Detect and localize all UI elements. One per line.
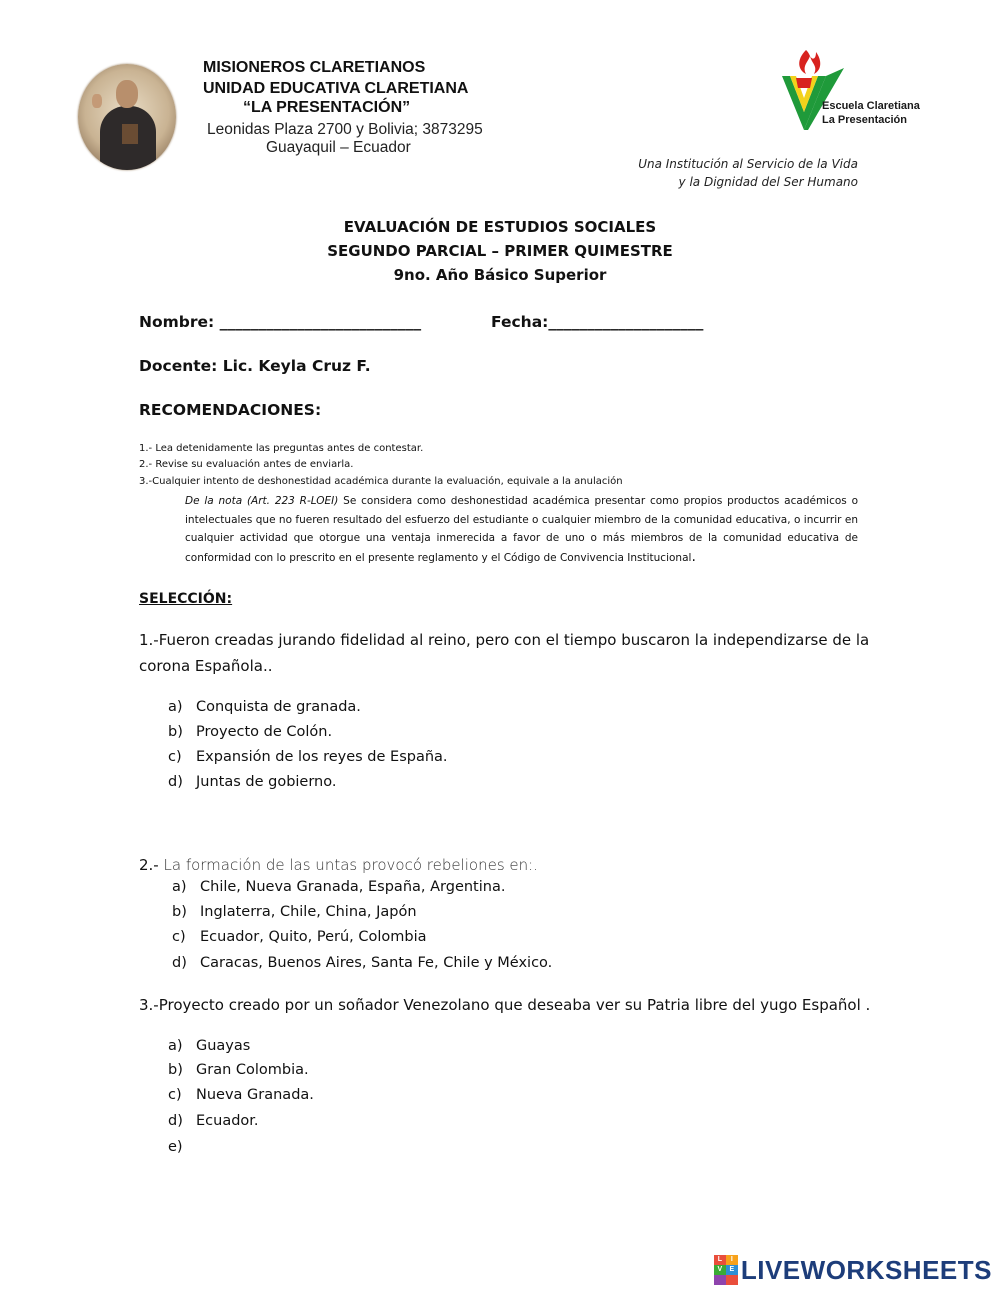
header-city: Guayaquil – Ecuador (266, 139, 411, 156)
q1-option-b[interactable]: b) Proyecto de Colón. (168, 724, 333, 740)
header-line1: MISIONEROS CLARETIANOS (203, 59, 426, 76)
note-text: Se considera como deshonestidad académica presentar como propios productos académicos o intelectuales que no fueren resultado del esfuerzo del estudiante o cualquier miembro de la comunidad educativa, o incurrir en cualquier actividad que otorgue una ventaja inmerecida a favor de uno o más miembros de la comunidad educativa de conformidad con lo prescrito en el presente reglamento y el Código de Convivencia Institucional (185, 495, 858, 564)
header-address: Leonidas Plaza 2700 y Bolivia; 3873295 (207, 121, 483, 138)
question-1-line2: corona Española.. (139, 657, 273, 675)
nombre-field[interactable]: Nombre: __________________________ (139, 313, 422, 331)
q2-option-b[interactable]: b) Inglaterra, Chile, China, Japón (172, 904, 417, 920)
header-line3: “LA PRESENTACIÓN” (243, 99, 411, 116)
q1-option-a[interactable]: a) Conquista de granada. (168, 699, 361, 715)
q2-option-a[interactable]: a) Chile, Nueva Granada, España, Argentina. (172, 879, 506, 895)
q3-option-b[interactable]: b) Gran Colombia. (168, 1062, 309, 1078)
q3-option-c[interactable]: c) Nueva Granada. (168, 1087, 314, 1103)
fecha-field[interactable]: Fecha:____________________ (491, 313, 704, 331)
q2-option-c[interactable]: c) Ecuador, Quito, Perú, Colombia (172, 929, 427, 945)
title-line2: SEGUNDO PARCIAL – PRIMER QUIMESTRE (327, 242, 673, 260)
liveworksheets-logo (714, 1253, 992, 1287)
liveworksheets-badge-icon: L I V E (714, 1255, 738, 1285)
motto-line2: y la Dignidad del Ser Humano (678, 175, 858, 189)
header-line2: UNIDAD EDUCATIVA CLARETIANA (203, 80, 469, 97)
founder-portrait (78, 64, 176, 170)
question-3: 3.-Proyecto creado por un soñador Venezolano que deseaba ver su Patria libre del yugo Español . (139, 996, 871, 1014)
q3-option-e[interactable]: e) (168, 1139, 183, 1155)
motto-line1: Una Institución al Servicio de la Vida (638, 157, 858, 171)
recommendations-heading: RECOMENDACIONES: (139, 401, 322, 419)
title-line3: 9no. Año Básico Superior (393, 266, 607, 284)
recommendation-2: 2.- Revise su evaluación antes de enviarla. (139, 459, 354, 470)
q2-option-d[interactable]: d) Caracas, Buenos Aires, Santa Fe, Chile y México. (172, 955, 553, 971)
question-2: 2.- La formación de las untas provocó rebeliones en:. (139, 856, 538, 874)
q3-option-a[interactable]: a) Guayas (168, 1038, 251, 1054)
title-line1: EVALUACIÓN DE ESTUDIOS SOCIALES (343, 218, 657, 236)
logo-text-2: La Presentación (822, 114, 907, 126)
honesty-note (185, 492, 858, 567)
q1-option-c[interactable]: c) Expansión de los reyes de España. (168, 749, 448, 765)
docente-label: Docente: Lic. Keyla Cruz F. (139, 357, 371, 375)
recommendation-1: 1.- Lea detenidamente las preguntas antes de contestar. (139, 443, 424, 454)
q1-option-d[interactable]: d) Juntas de gobierno. (168, 774, 337, 790)
logo-text-1: Escuela Claretiana (822, 100, 920, 112)
note-reference: De la nota (Art. 223 R-LOEI) (185, 495, 339, 507)
recommendation-3: 3.-Cualquier intento de deshonestidad académica durante la evaluación, equivale a la anulación (139, 476, 623, 487)
q3-option-d[interactable]: d) Ecuador. (168, 1113, 259, 1129)
liveworksheets-wordmark: LIVEWORKSHEETS (740, 1254, 992, 1285)
question-1-line1: 1.-Fueron creadas jurando fidelidad al reino, pero con el tiempo buscaron la independizarse de la (139, 631, 870, 649)
note-end: . (691, 548, 696, 565)
section-heading: SELECCIÓN: (139, 591, 233, 607)
